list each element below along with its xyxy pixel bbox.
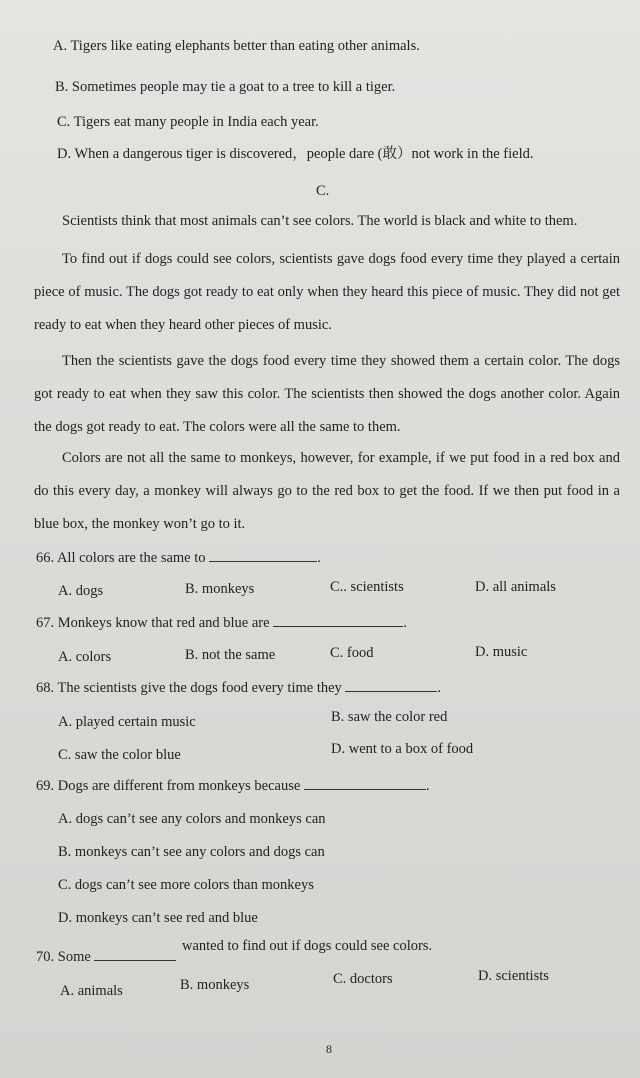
prev-option-c: C. Tigers eat many people in India each year. (57, 114, 319, 130)
q70-option-c: C. doctors (333, 971, 393, 987)
answer-blank (94, 948, 176, 961)
question-67-stem: 67. Monkeys know that red and blue are . (36, 615, 407, 631)
page-number: 8 (326, 1042, 332, 1056)
section-label: C. (316, 183, 330, 199)
answer-blank (273, 614, 403, 627)
q70-option-d: D. scientists (478, 968, 549, 984)
q70-option-b: B. monkeys (180, 977, 250, 993)
prev-option-a: A. Tigers like eating elephants better than eating other animals. (53, 38, 420, 54)
q69-option-c: C. dogs can’t see more colors than monkeys (58, 877, 314, 893)
question-70-stem-continued: wanted to find out if dogs could see colors. (182, 938, 433, 954)
answer-blank (304, 777, 426, 790)
question-66-stem: 66. All colors are the same to . (36, 550, 321, 566)
prev-option-d: D. When a dangerous tiger is discovered，people dare (敢）not work in the field. (57, 146, 534, 162)
passage-paragraph-4: Colors are not all the same to monkeys, however, for example, if we put food in a red box and do this every day, a monkey will always go to the red box to get the food. If we then put food in a blue box, the monkey won’t go to it. (34, 450, 620, 532)
q67-option-d: D. music (475, 644, 528, 660)
q66-option-a: A. dogs (58, 583, 104, 599)
q67-option-c: C. food (330, 645, 374, 661)
q67-option-a: A. colors (58, 649, 112, 665)
question-70-stem: 70. Some (36, 948, 176, 966)
prev-option-b: B. Sometimes people may tie a goat to a tree to kill a tiger. (55, 79, 396, 95)
answer-blank (209, 549, 317, 562)
q68-option-b: B. saw the color red (331, 709, 448, 725)
q66-option-d: D. all animals (475, 579, 556, 595)
q66-option-c: C.. scientists (330, 579, 404, 595)
q68-option-a: A. played certain music (58, 714, 196, 730)
passage-paragraph-2: To find out if dogs could see colors, scientists gave dogs food every time they played a certain piece of music. The dogs got ready to eat only when they heard this piece of music. They did not get ready to eat when they heard other pieces of music. (34, 251, 620, 333)
question-69-stem: 69. Dogs are different from monkeys because . (36, 778, 430, 794)
q66-option-b: B. monkeys (185, 581, 255, 597)
q67-option-b: B. not the same (185, 647, 276, 663)
question-68-stem: 68. The scientists give the dogs food every time they . (36, 680, 442, 696)
q68-option-d: D. went to a box of food (331, 741, 474, 757)
q69-option-d: D. monkeys can’t see red and blue (58, 910, 258, 926)
answer-blank (345, 679, 437, 692)
passage-paragraph-1: Scientists think that most animals can’t see colors. The world is black and white to them. (62, 213, 578, 229)
passage-paragraph-3: Then the scientists gave the dogs food every time they showed them a certain color. The dogs got ready to eat when they saw this color. The scientists then showed the dogs another color. Again the dogs got ready to eat. The colors were all the same to them. (34, 353, 620, 435)
q68-option-c: C. saw the color blue (58, 747, 181, 763)
q69-option-a: A. dogs can’t see any colors and monkeys can (58, 811, 326, 827)
q69-option-b: B. monkeys can’t see any colors and dogs can (58, 844, 325, 860)
q70-option-a: A. animals (60, 983, 123, 999)
